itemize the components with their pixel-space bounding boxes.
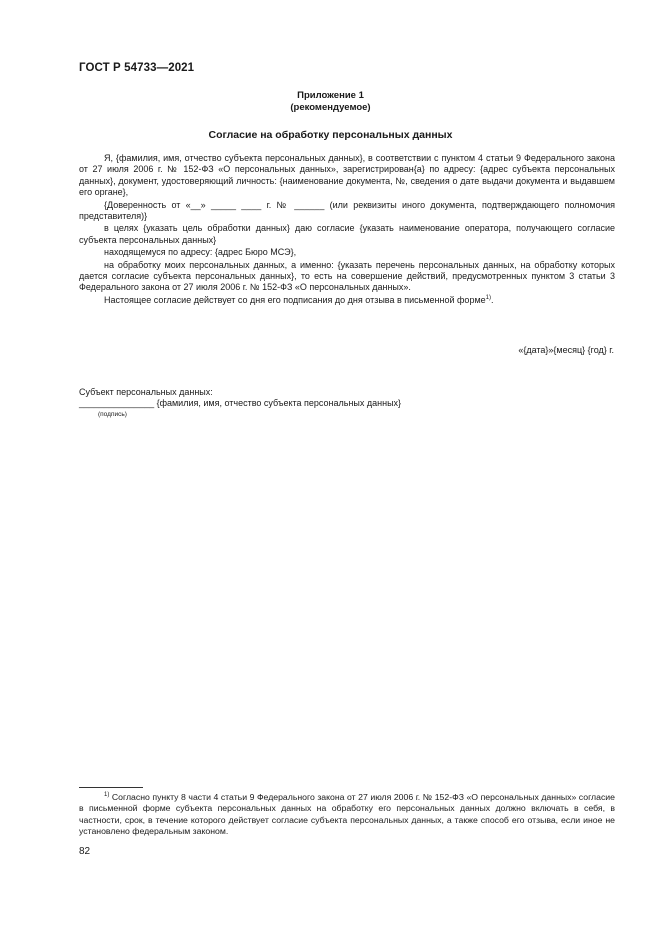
footnote-text: Согласно пункту 8 части 4 статьи 9 Федерального закона от 27 июля 2006 г. № 152-ФЗ «О персональных данных» согласие в письменной форме субъекта персональных данных на обработку его персональных данных должно включать в себя, в частности, срок, в течение которого действует согласие субъекта персональных данных, а также способ его отзыва, если иное не установлено федеральным законом. [79, 792, 615, 836]
page-number: 82 [79, 846, 91, 857]
annex-subtitle: (рекомендуемое) [290, 102, 371, 113]
subject-block [79, 387, 401, 410]
consent-paragraph-power-of-attorney: {Доверенность от «__» _____ ____ г. № ______ (или реквизиты иного документа, подтверждающего полномочия представителя)} [79, 199, 615, 222]
validity-text: Настоящее согласие действует со дня его подписания до дня отзыва в письменной форме [104, 294, 486, 305]
footnote-reference: 1) [485, 294, 491, 301]
footnote-mark: 1) [104, 792, 110, 798]
annex-title: Приложение 1 [297, 90, 364, 101]
standard-header: ГОСТ Р 54733—2021 [79, 62, 195, 74]
consent-paragraph-data-list: на обработку моих персональных данных, а именно: {указать перечень персональных данных, на обработку которых дается согласие субъекта персональных данных}, то есть на совершение действий, предусмотренных пунктом 3 статьи 3 Федерального закона от 27 июля 2006 г. № 152-ФЗ «О персональных данных». [79, 259, 615, 293]
consent-paragraph-purpose: в целях {указать цель обработки данных} даю согласие {указать наименование оператора, получающего согласие субъекта персональных данных} [79, 223, 615, 245]
footnote [79, 792, 615, 837]
consent-paragraph-address: находящемуся по адресу: {адрес Бюро МСЭ}, [104, 247, 297, 258]
signature-line: _______________ {фамилия, имя, отчество субъекта персональных данных} [79, 398, 402, 409]
consent-body [79, 153, 615, 306]
consent-paragraph-identity: Я, {фамилия, имя, отчество субъекта персональных данных}, в соответствии с пунктом 4 статьи 9 Федерального закона от 27 июля 2006 г. № 152-ФЗ «О персональных данных», зарегистрирован{а} по адресу: {адрес субъекта персональных данных}, документ, удостоверяющий личность: {наименование документа, №, сведения о дате выдачи документа и выдавшем его органе}, [79, 153, 615, 198]
date-line: «{дата}»{месяц} {год} г. [518, 345, 614, 355]
document-title: Согласие на обработку персональных данных [208, 129, 453, 141]
consent-paragraph-validity: Настоящее согласие действует со дня его подписания до дня отзыва в письменной форме$^{1)}$. [104, 294, 494, 305]
subject-label: Субъект персональных данных: [79, 387, 213, 397]
signature-caption: (подпись) [98, 411, 127, 418]
annex-heading [0, 90, 661, 114]
footnote-divider [79, 787, 143, 788]
